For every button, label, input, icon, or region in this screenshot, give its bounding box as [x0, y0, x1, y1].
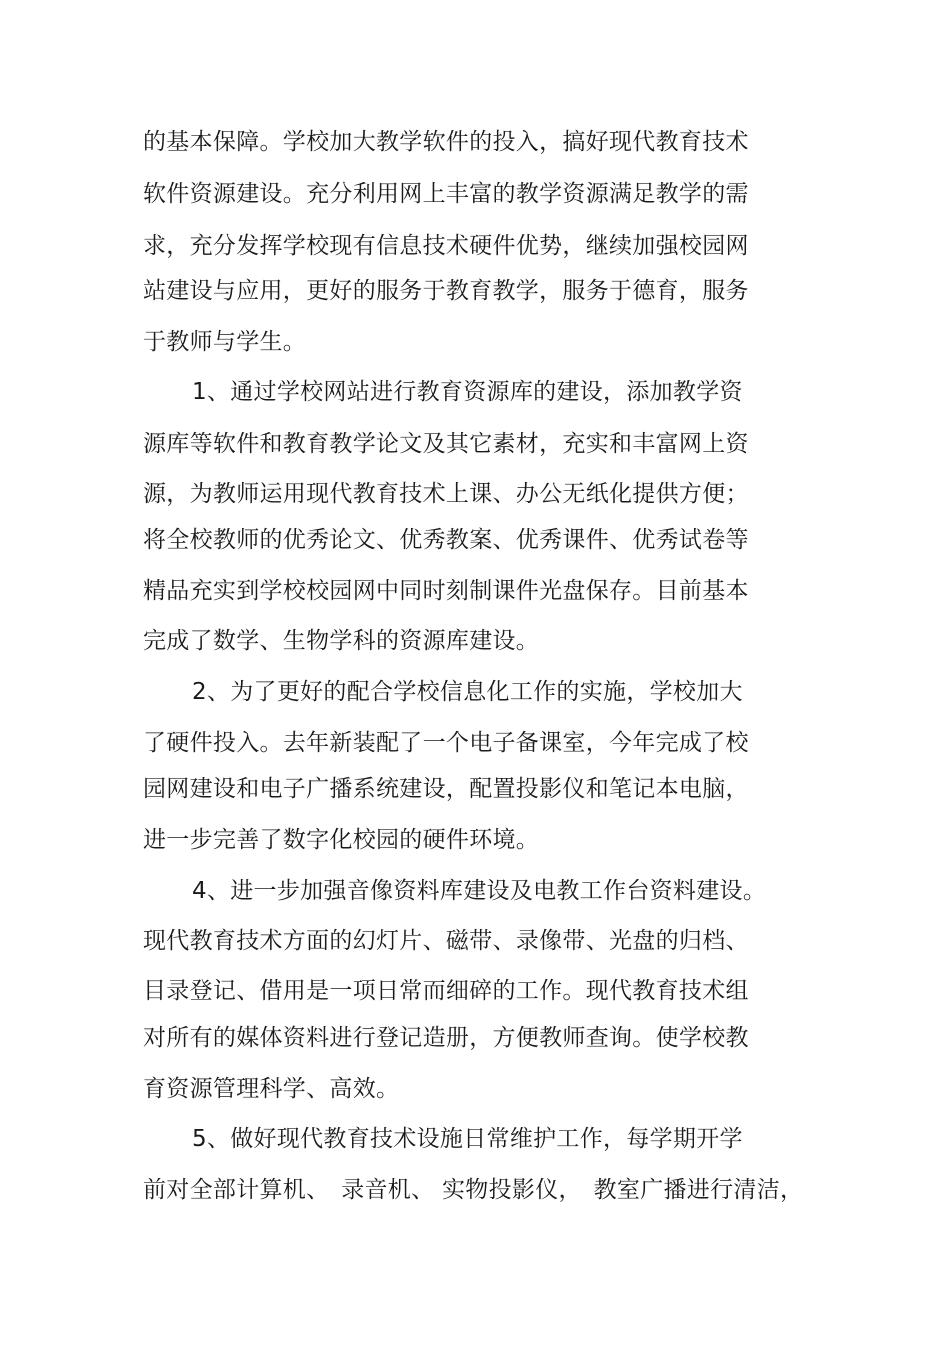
text-line: 现代教育技术方面的幻灯片、磁带、录像带、光盘的归档、 — [143, 928, 749, 954]
paragraph-2-first-line: 2、为了更好的配合学校信息化工作的实施，学校加大 — [192, 679, 743, 705]
paragraph-5-first-line: 5、做好现代教育技术设施日常维护工作，每学期开学 — [192, 1126, 743, 1152]
text-line: 进一步完善了数字化校园的硬件环境。 — [143, 827, 540, 853]
text-line: 将全校教师的优秀论文、优秀教案、优秀课件、优秀试卷等 — [143, 527, 749, 553]
text-line: 的基本保障。学校加大教学软件的投入，搞好现代教育技术 — [143, 129, 749, 155]
text-line: 站建设与应用，更好的服务于教育教学，服务于德育，服务 — [143, 278, 749, 304]
paragraph-1-first-line: 1、通过学校网站进行教育资源库的建设，添加教学资 — [192, 379, 743, 405]
text-line: 对所有的媒体资料进行登记造册，方便教师查询。使学校教 — [143, 1025, 749, 1051]
text-line: 源，为教师运用现代教育技术上课、办公无纸化提供方便； — [143, 481, 749, 507]
text-line: 完成了数学、生物学科的资源库建设。 — [143, 628, 540, 654]
text-line: 源库等软件和教育教学论文及其它素材，充实和丰富网上资 — [143, 431, 749, 457]
paragraph-4-first-line: 4、进一步加强音像资料库建设及电教工作台资料建设。 — [192, 878, 767, 904]
text-line: 园网建设和电子广播系统建设，配置投影仪和笔记本电脑， — [143, 776, 749, 802]
text-line: 于教师与学生。 — [143, 329, 307, 355]
text-line: 目录登记、借用是一项日常而细碎的工作。现代教育技术组 — [143, 978, 749, 1004]
text-line: 了硬件投入。去年新装配了一个电子备课室，今年完成了校 — [143, 730, 749, 756]
text-line: 前对全部计算机、 录音机、 实物投影仪， 教室广播进行清洁， — [143, 1177, 804, 1203]
text-line: 求，充分发挥学校现有信息技术硬件优势，继续加强校园网 — [143, 233, 749, 259]
text-line: 软件资源建设。充分利用网上丰富的教学资源满足教学的需 — [143, 181, 749, 207]
text-line: 精品充实到学校校园网中同时刻制课件光盘保存。目前基本 — [143, 578, 749, 604]
text-line: 育资源管理科学、高效。 — [143, 1076, 400, 1102]
